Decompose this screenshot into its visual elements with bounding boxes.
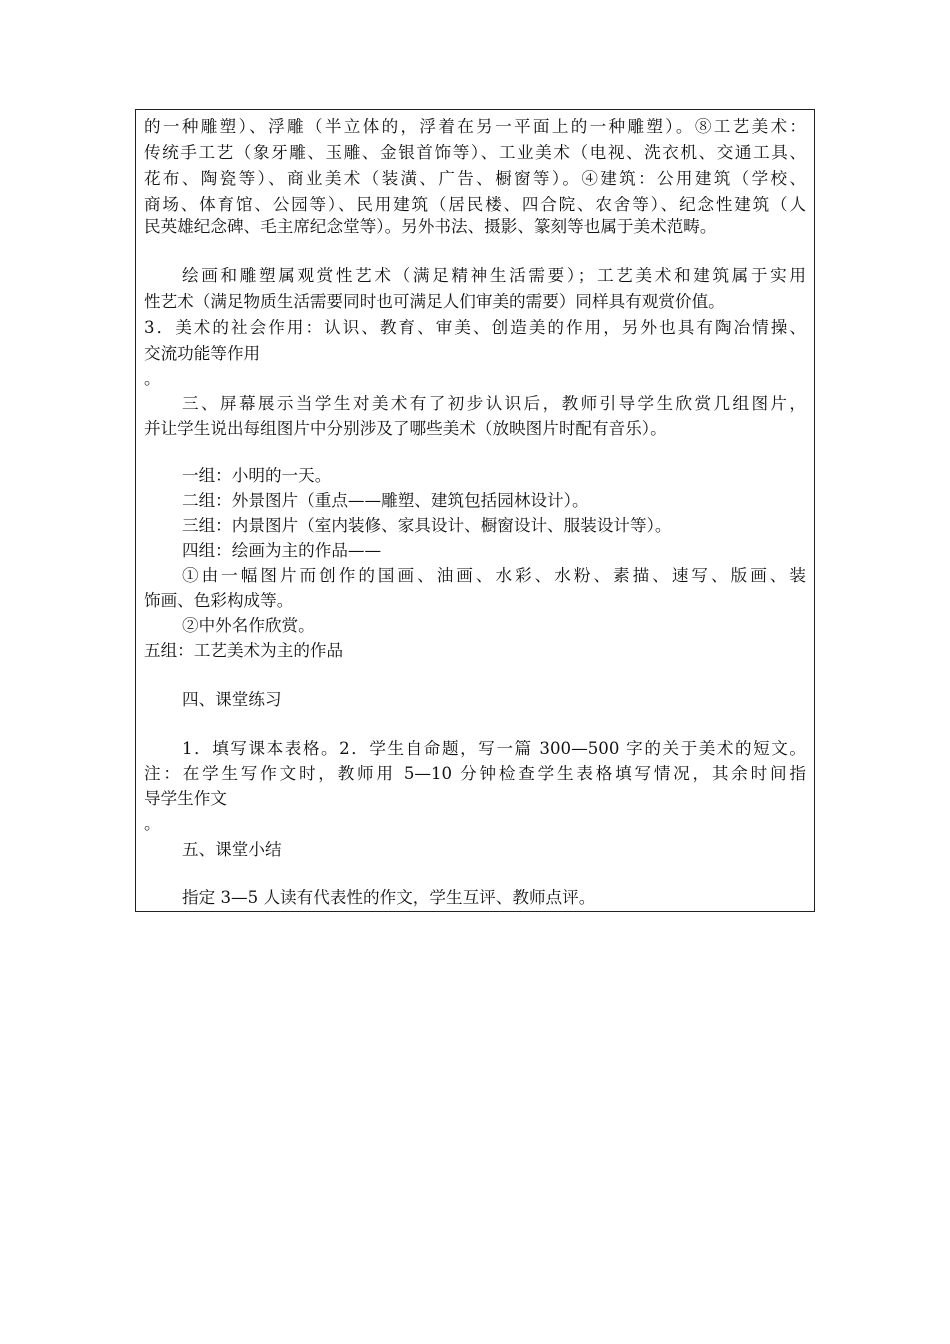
text-line: 导学生作文 <box>144 789 227 808</box>
text-line: 绘画和雕塑属观赏性艺术（满足精神生活需要）；工艺美术和建筑属于实用 <box>182 266 806 285</box>
text-line: 花布、陶瓷等）、商业美术（装潢、广告、橱窗等）。④建筑：公用建筑（学校、 <box>144 169 806 188</box>
text-line: 并让学生说出每组图片中分别涉及了哪些美术（放映图片时配有音乐）。 <box>144 419 667 438</box>
text-line: ②中外名作欣赏。 <box>182 616 315 635</box>
text-line: 1．填写课本表格。2．学生自命题，写一篇 300—500 字的关于美术的短文。 <box>182 739 806 758</box>
text-line: 三、屏幕展示当学生对美术有了初步认识后，教师引导学生欣赏几组图片， <box>182 394 806 413</box>
text-line: ①由一幅图片而创作的国画、油画、水彩、水粉、素描、速写、版画、装 <box>182 566 806 585</box>
text-line: 注：在学生写作文时，教师用 5—10 分钟检查学生表格填写情况，其余时间指 <box>144 764 806 783</box>
section-heading: 五、课堂小结 <box>182 840 282 859</box>
text-line: 民英雄纪念碑、毛主席纪念堂等）。另外书法、摄影、篆刻等也属于美术范畴。 <box>144 217 717 236</box>
text-line: 3．美术的社会作用：认识、教育、审美、创造美的作用，另外也具有陶冶情操、 <box>144 318 806 337</box>
text-line: 饰画、色彩构成等。 <box>144 591 294 610</box>
text-line: 二组：外景图片（重点——雕塑、建筑包括园林设计）。 <box>182 491 589 510</box>
text-line: 一组：小明的一天。 <box>182 466 332 485</box>
text-line: 。 <box>144 369 161 388</box>
text-line: 指定 3—5 人读有代表性的作文，学生互评、教师点评。 <box>182 888 596 907</box>
text-line: 的一种雕塑）、浮雕（半立体的，浮着在另一平面上的一种雕塑）。⑧工艺美术： <box>144 117 806 136</box>
text-line: 四组：绘画为主的作品—— <box>182 541 382 560</box>
text-line: 商场、体育馆、公园等）、民用建筑（居民楼、四合院、农舍等）、纪念性建筑（人 <box>144 195 806 214</box>
text-line: 三组：内景图片（室内装修、家具设计、橱窗设计、服装设计等）。 <box>182 516 672 535</box>
text-line: 五组：工艺美术为主的作品 <box>144 641 344 660</box>
text-line: 传统手工艺（象牙雕、玉雕、金银首饰等）、工业美术（电视、洗衣机、交通工具、 <box>144 143 806 162</box>
text-line: 性艺术（满足物质生活需要同时也可满足人们审美的需要）同样具有观赏价值。 <box>144 292 725 311</box>
text-line: 。 <box>144 814 161 833</box>
section-heading: 四、课堂练习 <box>182 690 282 709</box>
text-line: 交流功能等作用 <box>144 344 261 363</box>
